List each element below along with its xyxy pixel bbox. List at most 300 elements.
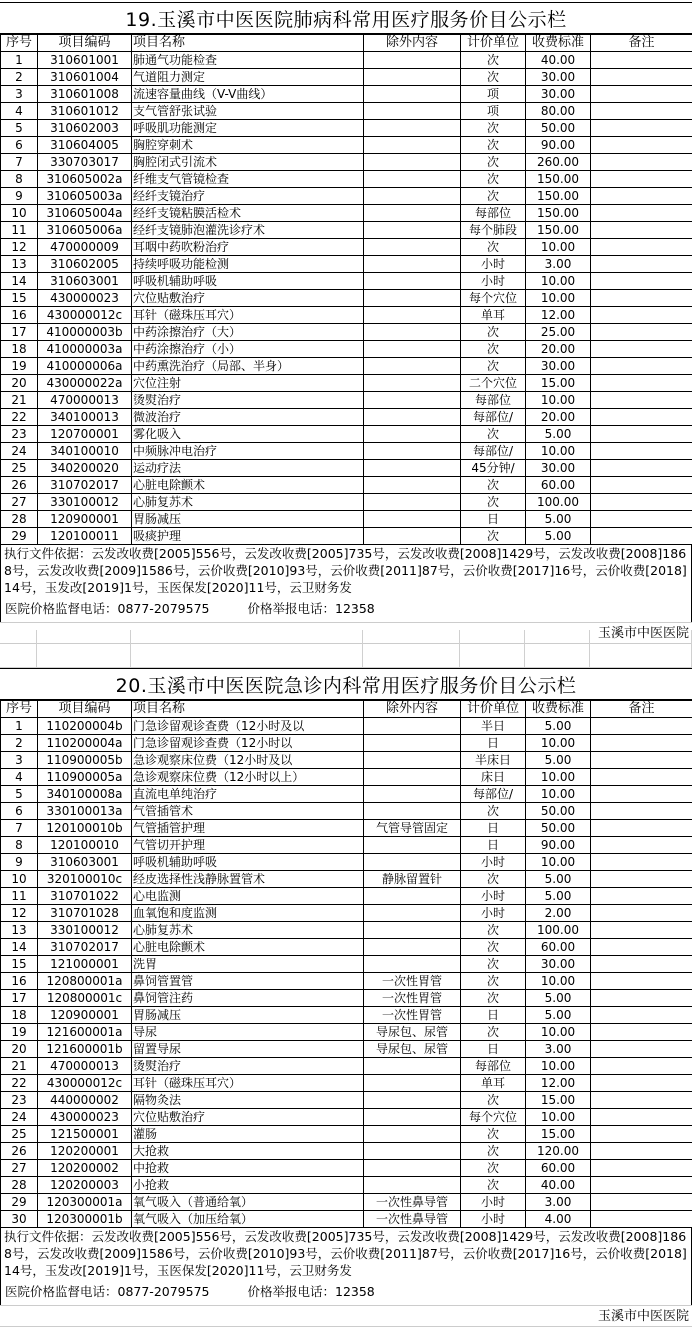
cell-exclusions: [364, 69, 461, 86]
cell-price: 10.00: [526, 273, 591, 290]
cell-code: 121500001: [38, 1126, 132, 1143]
cell-index: 17: [1, 990, 38, 1007]
table-body: [1, 52, 692, 545]
table-row: [1, 905, 692, 922]
cell-price: 5.00: [526, 426, 591, 443]
cell-code: 310701022: [38, 888, 132, 905]
cell-price: 15.00: [526, 1092, 591, 1109]
cell-unit: 日: [461, 837, 526, 854]
section-emergency: [0, 668, 692, 1327]
cell-price: 90.00: [526, 837, 591, 854]
cell-name: 导尿: [132, 1024, 364, 1041]
cell-code: 110900005a: [38, 769, 132, 786]
report-phone: 价格举报电话：12358: [248, 601, 375, 616]
cell-name: 吸痰护理: [132, 528, 364, 545]
table-row: [1, 171, 692, 188]
cell-remarks: [591, 1109, 692, 1126]
table-row: [1, 443, 692, 460]
cell-remarks: [591, 324, 692, 341]
cell-index: 2: [1, 735, 38, 752]
cell-unit: 二个穴位: [461, 375, 526, 392]
cell-price: 10.00: [526, 786, 591, 803]
cell-index: 23: [1, 426, 38, 443]
header-name: 项目名称: [132, 35, 364, 52]
table-row: [1, 718, 692, 735]
cell-remarks: [591, 888, 692, 905]
report-phone: 价格举报电话：12358: [248, 1284, 375, 1299]
cell-unit: 次: [461, 120, 526, 137]
table-row: [1, 307, 692, 324]
cell-remarks: [591, 494, 692, 511]
cell-exclusions: [364, 494, 461, 511]
cell-remarks: [591, 460, 692, 477]
cell-price: 260.00: [526, 154, 591, 171]
cell-unit: 次: [461, 939, 526, 956]
cell-code: 310601001: [38, 52, 132, 69]
cell-unit: 次: [461, 426, 526, 443]
cell-remarks: [591, 871, 692, 888]
cell-name: 胃肠减压: [132, 1007, 364, 1024]
cell-remarks: [591, 120, 692, 137]
cell-index: 10: [1, 871, 38, 888]
cell-unit: 小时: [461, 888, 526, 905]
cell-unit: 次: [461, 528, 526, 545]
cell-unit: 半床日: [461, 752, 526, 769]
header-code: 项目编码: [38, 701, 132, 718]
table-row: [1, 188, 692, 205]
cell-unit: 次: [461, 154, 526, 171]
price-table: [0, 34, 692, 545]
policy-note: 执行文件依据：云发改收费[2005]556号，云发改收费[2005]735号，云发改收费[2008]1429号，云发改收费[2008]1868号，云发改收费[2009]1586号，云价收费[2010]93号，云价收费[2011]87号，云价收费[2017]16号，云价收费[2018]14号，玉发改[2019]1号，玉医保发[2020]11号，云卫财务发: [0, 1228, 692, 1279]
cell-remarks: [591, 1177, 692, 1194]
cell-remarks: [591, 375, 692, 392]
header-remarks: 备注: [591, 35, 692, 52]
cell-code: 310701028: [38, 905, 132, 922]
cell-code: 340100010: [38, 443, 132, 460]
cell-remarks: [591, 1007, 692, 1024]
policy-note: 执行文件依据：云发改收费[2005]556号，云发改收费[2005]735号，云发改收费[2008]1429号，云发改收费[2008]1868号，云发改收费[2009]1586号，云价收费[2010]93号，云价收费[2011]87号，云价收费[2017]16号，云价收费[2018]14号，玉发改[2019]1号，玉医保发[2020]11号，云卫财务发: [0, 545, 692, 596]
cell-price: 40.00: [526, 1177, 591, 1194]
cell-unit: 日: [461, 511, 526, 528]
cell-price: 10.00: [526, 973, 591, 990]
table-row: [1, 120, 692, 137]
cell-price: 10.00: [526, 1058, 591, 1075]
cell-code: 470000013: [38, 392, 132, 409]
cell-price: 30.00: [526, 956, 591, 973]
cell-exclusions: 导尿包、尿管: [364, 1024, 461, 1041]
cell-exclusions: [364, 528, 461, 545]
cell-unit: 每部位: [461, 205, 526, 222]
cell-unit: 次: [461, 973, 526, 990]
cell-price: 12.00: [526, 1075, 591, 1092]
cell-unit: 次: [461, 990, 526, 1007]
table-row: [1, 820, 692, 837]
cell-code: 120100011: [38, 528, 132, 545]
header-price: 收费标准: [526, 35, 591, 52]
table-row: [1, 769, 692, 786]
cell-code: 310604005: [38, 137, 132, 154]
cell-index: 1: [1, 718, 38, 735]
table-row: [1, 52, 692, 69]
cell-name: 洗胃: [132, 956, 364, 973]
cell-index: 14: [1, 939, 38, 956]
cell-remarks: [591, 990, 692, 1007]
cell-index: 9: [1, 854, 38, 871]
cell-name: 急诊观察床位费（12小时及以: [132, 752, 364, 769]
cell-index: 22: [1, 1075, 38, 1092]
cell-exclusions: [364, 103, 461, 120]
table-header-row: [1, 35, 692, 52]
cell-name: 中药涂擦治疗（小）: [132, 341, 364, 358]
cell-exclusions: [364, 171, 461, 188]
cell-name: 经纤支镜粘膜活检术: [132, 205, 364, 222]
header-index: 序号: [1, 701, 38, 718]
cell-unit: 次: [461, 239, 526, 256]
cell-index: 11: [1, 222, 38, 239]
table-row: [1, 1177, 692, 1194]
cell-code: 120200002: [38, 1160, 132, 1177]
cell-exclusions: [364, 460, 461, 477]
cell-name: 小抢救: [132, 1177, 364, 1194]
cell-name: 呼吸机辅助呼吸: [132, 854, 364, 871]
cell-remarks: [591, 103, 692, 120]
cell-code: 340200020: [38, 460, 132, 477]
cell-exclusions: [364, 735, 461, 752]
cell-remarks: [591, 837, 692, 854]
cell-exclusions: 一次性鼻导管: [364, 1211, 461, 1228]
cell-name: 隔物灸法: [132, 1092, 364, 1109]
table-row: [1, 103, 692, 120]
cell-remarks: [591, 752, 692, 769]
cell-name: 急诊观察床位费（12小时以上）: [132, 769, 364, 786]
cell-unit: 日: [461, 735, 526, 752]
cell-unit: 次: [461, 341, 526, 358]
cell-code: 310601004: [38, 69, 132, 86]
cell-index: 17: [1, 324, 38, 341]
cell-code: 340100008a: [38, 786, 132, 803]
cell-price: 150.00: [526, 188, 591, 205]
cell-price: 150.00: [526, 171, 591, 188]
table-row: [1, 341, 692, 358]
cell-name: 心脏电除颤术: [132, 939, 364, 956]
cell-code: 120800001a: [38, 973, 132, 990]
cell-code: 120900001: [38, 511, 132, 528]
cell-exclusions: 导尿包、尿管: [364, 1041, 461, 1058]
cell-remarks: [591, 188, 692, 205]
cell-price: 5.00: [526, 528, 591, 545]
cell-unit: 每部位: [461, 392, 526, 409]
cell-index: 16: [1, 307, 38, 324]
table-row: [1, 86, 692, 103]
cell-code: 121600001b: [38, 1041, 132, 1058]
cell-remarks: [591, 290, 692, 307]
cell-index: 28: [1, 1177, 38, 1194]
cell-exclusions: [364, 222, 461, 239]
price-table: [0, 700, 692, 1228]
cell-unit: 次: [461, 358, 526, 375]
cell-code: 110200004a: [38, 735, 132, 752]
cell-price: 100.00: [526, 922, 591, 939]
cell-unit: 小时: [461, 1211, 526, 1228]
cell-code: 310601008: [38, 86, 132, 103]
cell-price: 80.00: [526, 103, 591, 120]
cell-price: 50.00: [526, 803, 591, 820]
table-row: [1, 290, 692, 307]
cell-index: 8: [1, 171, 38, 188]
cell-remarks: [591, 1075, 692, 1092]
cell-price: 150.00: [526, 222, 591, 239]
table-row: [1, 426, 692, 443]
table-row: [1, 460, 692, 477]
cell-name: 运动疗法: [132, 460, 364, 477]
cell-price: 10.00: [526, 769, 591, 786]
cell-exclusions: [364, 1143, 461, 1160]
cell-name: 中频脉冲电治疗: [132, 443, 364, 460]
cell-index: 21: [1, 1058, 38, 1075]
cell-unit: 小时: [461, 905, 526, 922]
supervision-phone: 医院价格监督电话：0877-2079575: [5, 1284, 210, 1299]
header-exclusions: 除外内容: [364, 35, 461, 52]
cell-unit: 半日: [461, 718, 526, 735]
cell-unit: 小时: [461, 1194, 526, 1211]
table-row: [1, 956, 692, 973]
cell-index: 20: [1, 1041, 38, 1058]
cell-unit: 45分钟/: [461, 460, 526, 477]
table-row: [1, 256, 692, 273]
cell-code: 120300001b: [38, 1211, 132, 1228]
cell-unit: 次: [461, 52, 526, 69]
cell-exclusions: 静脉留置针: [364, 871, 461, 888]
cell-exclusions: 一次性胃管: [364, 990, 461, 1007]
cell-price: 60.00: [526, 1160, 591, 1177]
cell-exclusions: [364, 1177, 461, 1194]
section-title: 20.玉溪市中医医院急诊内科常用医疗服务价目公示栏: [0, 668, 692, 700]
cell-name: 气管插管术: [132, 803, 364, 820]
cell-price: 5.00: [526, 718, 591, 735]
cell-index: 1: [1, 52, 38, 69]
cell-exclusions: 一次性胃管: [364, 973, 461, 990]
cell-unit: 单耳: [461, 1075, 526, 1092]
cell-name: 心脏电除颤术: [132, 477, 364, 494]
cell-code: 310605003a: [38, 188, 132, 205]
cell-index: 23: [1, 1092, 38, 1109]
cell-name: 气道阻力测定: [132, 69, 364, 86]
cell-index: 4: [1, 103, 38, 120]
cell-exclusions: [364, 154, 461, 171]
cell-index: 20: [1, 375, 38, 392]
cell-unit: 次: [461, 477, 526, 494]
cell-name: 门急诊留观诊查费（12小时以: [132, 735, 364, 752]
cell-index: 5: [1, 120, 38, 137]
cell-code: 410000006a: [38, 358, 132, 375]
table-row: [1, 222, 692, 239]
cell-index: 5: [1, 786, 38, 803]
cell-unit: 每个肺段: [461, 222, 526, 239]
hospital-signature: 玉溪市中医医院: [0, 622, 692, 644]
cell-code: 121000001: [38, 956, 132, 973]
cell-price: 60.00: [526, 477, 591, 494]
cell-unit: 次: [461, 137, 526, 154]
table-header-row: [1, 701, 692, 718]
cell-exclusions: [364, 956, 461, 973]
cell-unit: 次: [461, 803, 526, 820]
header-unit: 计价单位: [461, 701, 526, 718]
cell-unit: 项: [461, 86, 526, 103]
cell-code: 320100010c: [38, 871, 132, 888]
cell-index: 6: [1, 137, 38, 154]
cell-code: 310605002a: [38, 171, 132, 188]
cell-price: 3.00: [526, 256, 591, 273]
cell-code: 120800001c: [38, 990, 132, 1007]
cell-index: 4: [1, 769, 38, 786]
cell-name: 耳针（磁珠压耳穴）: [132, 307, 364, 324]
cell-remarks: [591, 973, 692, 990]
cell-exclusions: [364, 752, 461, 769]
cell-price: 2.00: [526, 905, 591, 922]
cell-index: 7: [1, 820, 38, 837]
cell-unit: 次: [461, 1177, 526, 1194]
table-row: [1, 973, 692, 990]
cell-price: 40.00: [526, 52, 591, 69]
cell-exclusions: [364, 86, 461, 103]
cell-price: 10.00: [526, 443, 591, 460]
cell-unit: 次: [461, 922, 526, 939]
cell-name: 支气管舒张试验: [132, 103, 364, 120]
cell-price: 50.00: [526, 120, 591, 137]
table-row: [1, 154, 692, 171]
cell-name: 氧气吸入（普通给氧）: [132, 1194, 364, 1211]
cell-exclusions: [364, 426, 461, 443]
cell-index: 12: [1, 239, 38, 256]
cell-price: 5.00: [526, 871, 591, 888]
cell-index: 15: [1, 956, 38, 973]
cell-remarks: [591, 426, 692, 443]
table-row: [1, 239, 692, 256]
blank-grid-gap: [0, 630, 692, 668]
cell-price: 60.00: [526, 939, 591, 956]
cell-name: 胸腔闭式引流术: [132, 154, 364, 171]
cell-name: 中药涂擦治疗（大）: [132, 324, 364, 341]
cell-name: 直流电单纯治疗: [132, 786, 364, 803]
cell-price: 10.00: [526, 1109, 591, 1126]
table-row: [1, 358, 692, 375]
cell-remarks: [591, 273, 692, 290]
cell-name: 穴位贴敷治疗: [132, 290, 364, 307]
cell-name: 中抢救: [132, 1160, 364, 1177]
cell-index: 11: [1, 888, 38, 905]
cell-code: 330100012: [38, 922, 132, 939]
cell-price: 12.00: [526, 307, 591, 324]
cell-name: 氧气吸入（加压给氧）: [132, 1211, 364, 1228]
cell-exclusions: [364, 803, 461, 820]
cell-remarks: [591, 528, 692, 545]
table-row: [1, 1160, 692, 1177]
cell-unit: 每部位/: [461, 409, 526, 426]
cell-index: 12: [1, 905, 38, 922]
cell-remarks: [591, 1092, 692, 1109]
hospital-signature: 玉溪市中医医院: [0, 1305, 692, 1327]
table-row: [1, 392, 692, 409]
cell-index: 30: [1, 1211, 38, 1228]
header-code: 项目编码: [38, 35, 132, 52]
cell-exclusions: [364, 375, 461, 392]
table-row: [1, 786, 692, 803]
cell-price: 5.00: [526, 752, 591, 769]
cell-unit: 次: [461, 871, 526, 888]
cell-name: 流速容量曲线（V-V曲线）: [132, 86, 364, 103]
cell-name: 肺通气功能检查: [132, 52, 364, 69]
cell-remarks: [591, 205, 692, 222]
cell-exclusions: [364, 854, 461, 871]
section-pulmonology: [0, 2, 692, 644]
cell-remarks: [591, 358, 692, 375]
cell-code: 430000012c: [38, 1075, 132, 1092]
cell-index: 21: [1, 392, 38, 409]
cell-price: 5.00: [526, 888, 591, 905]
table-row: [1, 1092, 692, 1109]
cell-unit: 每部位/: [461, 786, 526, 803]
cell-remarks: [591, 922, 692, 939]
cell-name: 鼻饲管置管: [132, 973, 364, 990]
cell-exclusions: [364, 718, 461, 735]
cell-remarks: [591, 409, 692, 426]
table-row: [1, 1075, 692, 1092]
cell-unit: 每个穴位: [461, 290, 526, 307]
table-row: [1, 409, 692, 426]
cell-index: 24: [1, 443, 38, 460]
table-row: [1, 803, 692, 820]
cell-code: 310603001: [38, 273, 132, 290]
cell-name: 心肺复苏术: [132, 922, 364, 939]
cell-code: 310602003: [38, 120, 132, 137]
cell-code: 430000023: [38, 1109, 132, 1126]
cell-code: 310602005: [38, 256, 132, 273]
table-row: [1, 1126, 692, 1143]
cell-exclusions: [364, 477, 461, 494]
cell-price: 100.00: [526, 494, 591, 511]
cell-name: 穴位注射: [132, 375, 364, 392]
cell-price: 3.00: [526, 1194, 591, 1211]
cell-name: 留置导尿: [132, 1041, 364, 1058]
cell-price: 25.00: [526, 324, 591, 341]
cell-index: 29: [1, 528, 38, 545]
cell-code: 310603001: [38, 854, 132, 871]
cell-remarks: [591, 86, 692, 103]
cell-exclusions: [364, 392, 461, 409]
cell-exclusions: [364, 769, 461, 786]
cell-remarks: [591, 52, 692, 69]
cell-remarks: [591, 69, 692, 86]
cell-remarks: [591, 443, 692, 460]
cell-price: 5.00: [526, 990, 591, 1007]
cell-code: 430000022a: [38, 375, 132, 392]
cell-code: 430000023: [38, 290, 132, 307]
cell-unit: 项: [461, 103, 526, 120]
table-row: [1, 837, 692, 854]
cell-price: 30.00: [526, 86, 591, 103]
cell-code: 310601012: [38, 103, 132, 120]
cell-unit: 次: [461, 1126, 526, 1143]
cell-price: 20.00: [526, 409, 591, 426]
table-row: [1, 273, 692, 290]
table-row: [1, 939, 692, 956]
cell-exclusions: 一次性鼻导管: [364, 1194, 461, 1211]
cell-price: 120.00: [526, 1143, 591, 1160]
cell-code: 470000013: [38, 1058, 132, 1075]
cell-exclusions: [364, 52, 461, 69]
cell-name: 微波治疗: [132, 409, 364, 426]
table-row: [1, 324, 692, 341]
